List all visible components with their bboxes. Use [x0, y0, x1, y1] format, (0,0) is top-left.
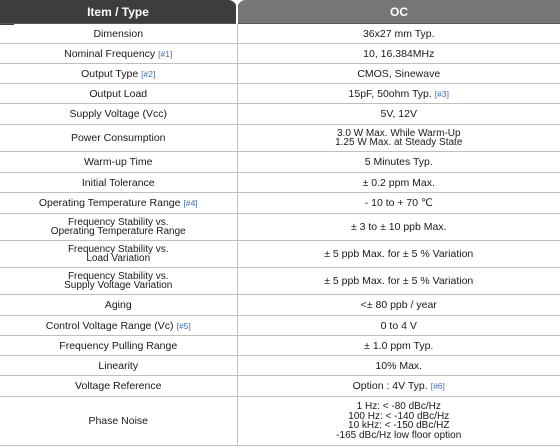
table-row — [0, 104, 560, 125]
table-row — [0, 125, 560, 152]
row-label-supply-voltage: Supply Voltage (Vcc) — [0, 104, 237, 125]
table-row — [0, 336, 560, 356]
table-header-row — [0, 0, 560, 24]
row-value-control-voltage-range: 0 to 4 V — [237, 316, 560, 336]
row-value-voltage-reference: Option : 4V Typ. [#6] — [237, 376, 560, 397]
footnote-ref: [#3] — [434, 88, 449, 99]
footnote-ref: [#6] — [430, 381, 445, 391]
row-value-stability-vs-temperature: ± 3 to ± 10 ppb Max. — [237, 214, 560, 241]
table-row — [0, 316, 560, 336]
row-value-stability-vs-load: ± 5 ppb Max. for ± 5 % Variation — [237, 241, 560, 268]
row-label-stability-vs-load: Frequency Stability vs. Load Variation — [0, 241, 237, 268]
row-label-nominal-frequency: Nominal Frequency [#1] — [0, 44, 237, 64]
row-label-initial-tolerance: Initial Tolerance — [0, 173, 237, 193]
table-row — [0, 356, 560, 376]
row-value-aging: <± 80 ppb / year — [237, 295, 560, 316]
table-row — [0, 64, 560, 84]
header-item-type: Item / Type — [0, 0, 237, 24]
table-row — [0, 24, 560, 44]
row-label-voltage-reference: Voltage Reference — [0, 376, 237, 397]
table-row — [0, 376, 560, 397]
table-row — [0, 295, 560, 316]
footnote-ref: [#1] — [158, 48, 173, 59]
row-label-power-consumption: Power Consumption — [0, 125, 237, 152]
row-label-control-voltage-range: Control Voltage Range (Vc) [#5] — [0, 316, 237, 336]
row-label-warm-up-time: Warm-up Time — [0, 152, 237, 173]
table-row — [0, 268, 560, 295]
row-value-initial-tolerance: ± 0.2 ppm Max. — [237, 173, 560, 193]
table-row — [0, 193, 560, 214]
row-value-output-load: 15pF, 50ohm Typ. [#3] — [237, 84, 560, 104]
row-value-supply-voltage: 5V, 12V — [237, 104, 560, 125]
row-value-output-type: CMOS, Sinewave — [237, 64, 560, 84]
table-row — [0, 241, 560, 268]
table-row — [0, 214, 560, 241]
table-row — [0, 44, 560, 64]
table-row — [0, 152, 560, 173]
row-label-phase-noise: Phase Noise — [0, 397, 237, 446]
row-value-nominal-frequency: 10, 16.384MHz — [237, 44, 560, 64]
row-value-dimension: 36x27 mm Typ. — [237, 24, 560, 44]
row-value-stability-vs-supply-voltage: ± 5 ppb Max. for ± 5 % Variation — [237, 268, 560, 295]
row-value-linearity: 10% Max. — [237, 356, 560, 376]
row-label-aging: Aging — [0, 295, 237, 316]
table-row — [0, 173, 560, 193]
header-oc: OC — [237, 0, 560, 24]
row-value-warm-up-time: 5 Minutes Typ. — [237, 152, 560, 173]
row-value-operating-temperature-range: - 10 to + 70 ℃ — [237, 193, 560, 214]
footnote-ref: [#4] — [183, 198, 198, 208]
row-value-frequency-pulling-range: ± 1.0 ppm Typ. — [237, 336, 560, 356]
row-label-dimension: Dimension — [0, 24, 237, 44]
footnote-ref: [#5] — [176, 320, 191, 331]
table-row — [0, 84, 560, 104]
row-label-operating-temperature-range: Operating Temperature Range [#4] — [0, 193, 237, 214]
row-label-linearity: Linearity — [0, 356, 237, 376]
row-label-stability-vs-supply-voltage: Frequency Stability vs. Supply Voltage Variation — [0, 268, 237, 295]
row-label-frequency-pulling-range: Frequency Pulling Range — [0, 336, 237, 356]
row-value-phase-noise: 1 Hz: < -80 dBc/Hz 100 Hz: < -140 dBc/Hz 10 kHz: < -150 dBc/HZ -165 dBc/Hz low floor option — [237, 397, 560, 446]
footnote-ref: [#2] — [141, 68, 156, 79]
row-label-stability-vs-temperature: Frequency Stability vs. Operating Temperature Range — [0, 214, 237, 241]
row-label-output-load: Output Load — [0, 84, 237, 104]
row-value-power-consumption: 3.0 W Max. While Warm-Up 1.25 W Max. at Steady State — [237, 125, 560, 152]
row-label-output-type: Output Type [#2] — [0, 64, 237, 84]
table-row — [0, 397, 560, 446]
